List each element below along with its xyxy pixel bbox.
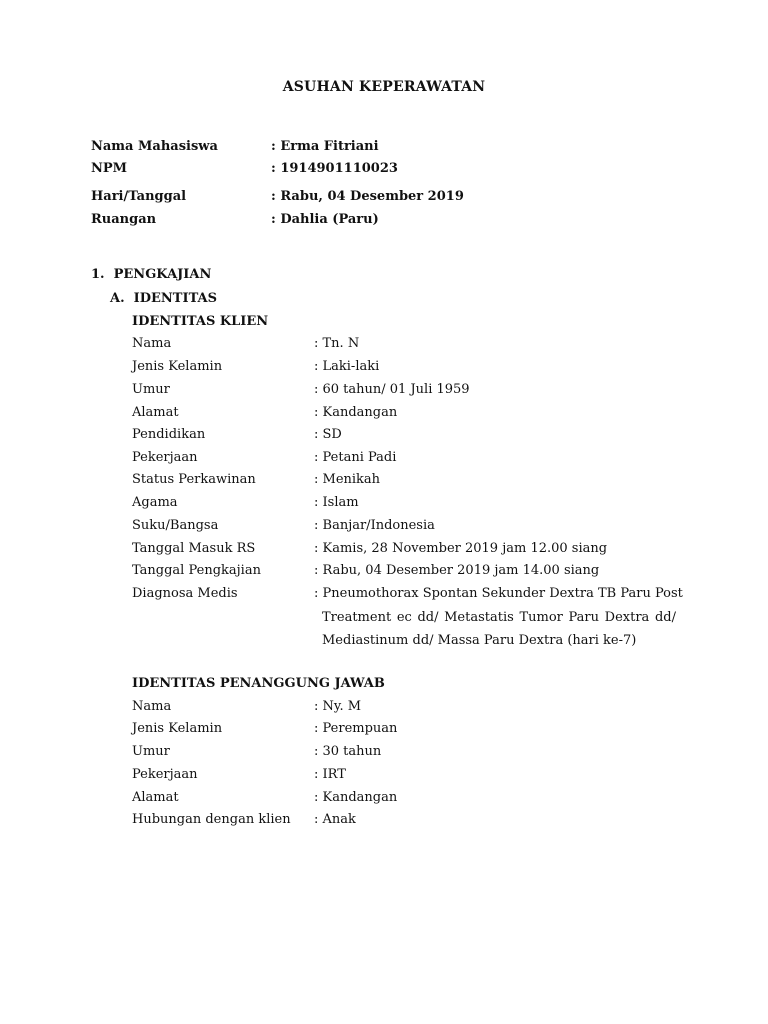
client-identity-heading: IDENTITAS KLIEN [132,314,269,329]
field-label: Tanggal Masuk RS [132,541,256,556]
field-value: : Laki-laki [314,359,380,374]
field-value: : 60 tahun/ 01 Juli 1959 [314,382,470,397]
field-label: Jenis Kelamin [132,359,223,374]
field-value: : Banjar/Indonesia [314,518,435,533]
field-value: : Ny. M [314,699,362,714]
student-value: : 1914901110023 [271,161,398,176]
document-title: ASUHAN KEPERAWATAN [282,79,486,95]
field-label: Pekerjaan [132,767,198,782]
student-label: Ruangan [91,212,157,227]
diagnosis-value-first-line: : Pneumothorax Spontan Sekunder Dextra TB Paru Post [314,586,683,601]
student-value: : Erma Fitriani [271,139,379,154]
field-label: Tanggal Pengkajian [132,563,261,578]
field-label: Suku/Bangsa [132,518,219,533]
field-value: : Islam [314,495,359,510]
field-label: Alamat [132,790,179,805]
guardian-identity-heading: IDENTITAS PENANGGUNG JAWAB [132,676,385,691]
field-label: Pekerjaan [132,450,198,465]
student-label: Nama Mahasiswa [91,139,218,154]
field-value: : IRT [314,767,346,782]
field-label: Jenis Kelamin [132,721,223,736]
field-value: : Perempuan [314,721,398,736]
field-label: Umur [132,744,170,759]
field-value: : 30 tahun [314,744,382,759]
field-value: : SD [314,427,342,442]
diagnosis-label: Diagnosa Medis [132,586,238,601]
field-label: Pendidikan [132,427,206,442]
diagnosis-value-continued: Treatment ec dd/ Metastatis Tumor Paru Dextra dd/ Mediastinum dd/ Massa Paru Dextra (hari ke-7) [322,610,676,648]
section-heading: 1. PENGKAJIAN [91,267,212,282]
subsection-heading: A. IDENTITAS [110,291,218,306]
field-value: : Tn. N [314,336,360,351]
student-value: : Rabu, 04 Desember 2019 [271,189,464,204]
student-value: : Dahlia (Paru) [271,212,379,227]
field-value: : Kandangan [314,405,398,420]
field-value: : Anak [314,812,356,827]
field-label: Alamat [132,405,179,420]
field-value: : Rabu, 04 Desember 2019 jam 14.00 siang [314,563,600,578]
field-label: Agama [132,495,178,510]
field-value: : Menikah [314,472,381,487]
field-label: Hubungan dengan klien [132,812,291,827]
field-label: Status Perkawinan [132,472,256,487]
field-value: : Kamis, 28 November 2019 jam 12.00 siang [314,541,608,556]
field-label: Nama [132,699,172,714]
student-label: Hari/Tanggal [91,189,187,204]
field-value: : Petani Padi [314,450,397,465]
field-label: Umur [132,382,170,397]
field-label: Nama [132,336,172,351]
field-value: : Kandangan [314,790,398,805]
student-label: NPM [91,161,128,176]
